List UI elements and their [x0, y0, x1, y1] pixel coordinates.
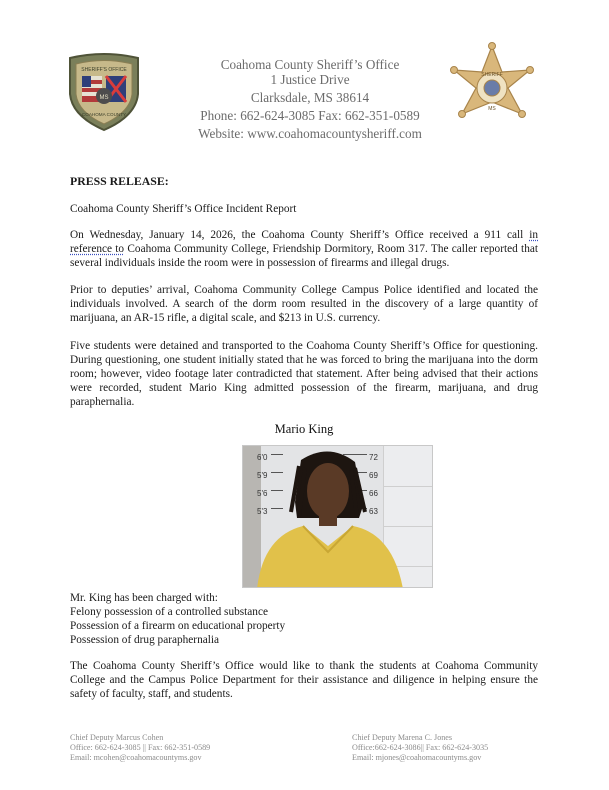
paragraph-incident [70, 228, 538, 270]
badge-text-top: SHERIFF [481, 72, 503, 78]
badge-text-bottom: MS [488, 106, 496, 112]
height-mark: 6'0 [257, 453, 268, 462]
height-mark: 5'9 [257, 471, 268, 480]
height-mark-inches: 66 [369, 489, 378, 498]
report-title: Coahoma County Sheriff’s Office Incident Report [70, 203, 297, 215]
seal-text-top: SHERIFF'S OFFICE [81, 67, 127, 73]
height-mark-inches: 63 [369, 507, 378, 516]
contact-phone: Office:662-624-3086|| Fax: 662-624-3035 [352, 743, 489, 753]
phone-fax-line: Phone: 662-624-3085 Fax: 662-351-0589 [200, 108, 420, 123]
address-line-2: Clarksdale, MS 38614 [250, 90, 370, 105]
charge-item: Possession of a firearm on educational property [70, 620, 286, 632]
closing-paragraph: The Coahoma County Sheriff’s Office would like to thank the students at Coahoma Community College and the Campus Police Department for their assistance and diligence in helping ensure the safety of faculty, staff, and students. [70, 660, 538, 701]
paragraph-search: Prior to deputies’ arrival, Coahoma Community College Campus Police identified and located the individuals involved. A search of the dorm room resulted in the discovery of a large quantity of marijuana, an AR-15 rifle, a digital scale, and $213 in U.S. currency. [70, 284, 538, 325]
charge-item: Possession of drug paraphernalia [70, 634, 220, 646]
org-name: Coahoma County Sheriff’s Office [220, 57, 400, 72]
height-mark-inches: 72 [369, 453, 378, 462]
photo-caption: Mario King [274, 422, 334, 436]
contact-email: Email: mcohen@coahomacountyms.gov [70, 753, 202, 763]
charged-intro: Mr. King has been charged with: [70, 592, 218, 604]
svg-text:MS: MS [99, 95, 109, 101]
charge-item: Felony possession of a controlled substance [70, 606, 268, 618]
website-line: Website: www.coahomacountysheriff.com [198, 126, 422, 141]
mugshot-photo [242, 445, 433, 588]
contact-name: Chief Deputy Marena C. Jones [352, 733, 453, 742]
contact-phone: Office: 662-624-3085 || Fax: 662-351-0589 [70, 743, 211, 753]
p1-underlined-phrase: in reference to [70, 229, 538, 256]
contact-name: Chief Deputy Marcus Cohen [70, 733, 164, 742]
p1-text-start: On Wednesday, January 14, 2026, the Coahoma County Sheriff’s Office received a 911 call [70, 229, 530, 241]
contact-email: Email: mjones@coahomacountyms.gov [352, 753, 482, 763]
p1-text-end: Coahoma Community College, Friendship Dormitory, Room 317. The caller reported that several individuals inside the room were in possession of firearms and illegal drugs. [70, 243, 538, 270]
press-release-heading: PRESS RELEASE: [70, 174, 169, 188]
footer-contact-left [70, 733, 210, 764]
seal-text-bottom: COAHOMA COUNTY [81, 112, 127, 117]
address-line-1: 1 Justice Drive [270, 72, 350, 87]
height-mark-inches: 69 [369, 471, 378, 480]
height-mark: 5'6 [257, 489, 268, 498]
paragraph-questioning: Five students were detained and transported to the Coahoma County Sheriff’s Office for questioning. During questioning, one student initially stated that he was forced to bring the marijuana into the dorm room; however, video footage later contradicted that statement. After being advised that their actions were recorded, student Mario King admitted possession of the firearm, marijuana, and drug paraphernalia. [70, 340, 538, 409]
height-mark: 5'3 [257, 507, 268, 516]
county-seal-emblem [66, 52, 142, 132]
footer-contact-right [352, 733, 488, 764]
sheriff-star-badge [446, 42, 538, 134]
